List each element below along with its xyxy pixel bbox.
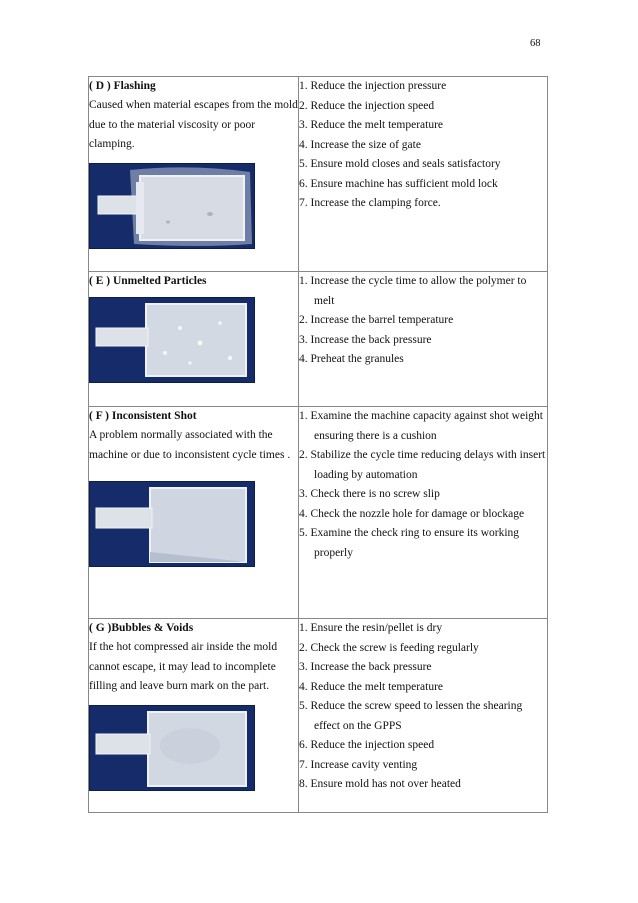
- table-row: [89, 407, 548, 619]
- list-item: 6. Reduce the injection speed: [299, 739, 435, 751]
- list-item: 3. Check there is no screw slip: [299, 488, 440, 500]
- list-item: 2. Increase the barrel temperature: [299, 314, 454, 326]
- list-item: 1. Reduce the injection pressure: [299, 80, 447, 92]
- defect-cell: [89, 77, 299, 272]
- list-item: 3. Increase the back pressure: [299, 333, 432, 346]
- list-item: 1. Ensure the resin/pellet is dry: [299, 622, 443, 634]
- list-item: 7. Increase cavity venting: [299, 758, 418, 771]
- remedy-list: [299, 619, 547, 795]
- defect-title: ( F ) Inconsistent Shot: [89, 410, 197, 422]
- remedy-cell: [299, 619, 548, 813]
- list-item: 3. Reduce the melt temperature: [299, 119, 444, 131]
- list-item: 3. Increase the back pressure: [299, 661, 432, 673]
- defect-description: Caused when material escapes from the mold due to the material viscosity or poor clamping.: [89, 99, 298, 150]
- defect-description: A problem normally associated with the machine or due to inconsistent cycle times .: [89, 429, 291, 461]
- list-item: 5. Reduce the screw speed to lessen the shearing effect on the GPPS: [299, 700, 523, 732]
- list-item: 4. Preheat the granules: [299, 353, 404, 365]
- defect-cell: [89, 619, 299, 813]
- remedy-cell: [299, 77, 548, 272]
- defect-title: ( E ) Unmelted Particles: [89, 275, 207, 287]
- table-row: [89, 272, 548, 407]
- list-item: 1. Increase the cycle time to allow the polymer to melt: [299, 275, 527, 307]
- list-item: 5. Ensure mold closes and seals satisfactory: [299, 158, 501, 170]
- list-item: 8. Ensure mold has not over heated: [299, 778, 461, 790]
- list-item: 7. Increase the clamping force.: [299, 197, 441, 209]
- page-number: 68: [530, 38, 541, 49]
- remedy-list: [299, 77, 547, 214]
- molded-plaque-with-flash-photo: [89, 163, 255, 249]
- list-item: 1. Examine the machine capacity against shot weight ensuring there is a cushion: [299, 410, 543, 442]
- list-item: 4. Increase the size of gate: [299, 138, 421, 151]
- list-item: 2. Check the screw is feeding regularly: [299, 641, 479, 654]
- table-row: [89, 619, 548, 813]
- list-item: 6. Ensure machine has sufficient mold lock: [299, 177, 498, 190]
- list-item: 2. Stabilize the cycle time reducing delays with insert loading by automation: [299, 449, 546, 481]
- remedy-list: [299, 272, 547, 370]
- remedy-cell: [299, 407, 548, 619]
- remedy-cell: [299, 272, 548, 407]
- list-item: 5. Examine the check ring to ensure its working properly: [299, 527, 520, 559]
- list-item: 4. Check the nozzle hole for damage or blockage: [299, 507, 525, 520]
- molded-plaque-with-particles-photo: [89, 297, 255, 383]
- defect-title: ( G )Bubbles & Voids: [89, 622, 194, 634]
- defect-title: ( D ) Flashing: [89, 80, 156, 92]
- molded-plaque-short-shot-photo: [89, 481, 255, 567]
- defect-cell: [89, 407, 299, 619]
- molded-plaque-with-bubbles-photo: [89, 705, 255, 791]
- defect-description: If the hot compressed air inside the mold cannot escape, it may lead to incomplete filling and leave burn mark on the part.: [89, 641, 278, 692]
- list-item: 4. Reduce the melt temperature: [299, 680, 444, 693]
- defect-cell: [89, 272, 299, 407]
- remedy-list: [299, 407, 547, 563]
- defect-remedy-table: [88, 76, 548, 813]
- table-row: [89, 77, 548, 272]
- list-item: 2. Reduce the injection speed: [299, 99, 435, 112]
